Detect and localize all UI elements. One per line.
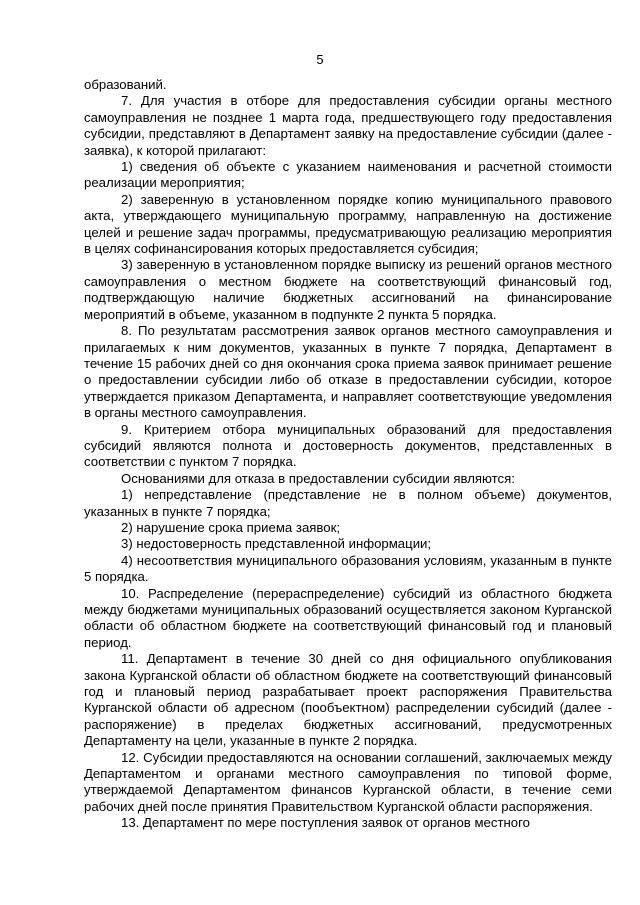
paragraph: 2) нарушение срока приема заявок; — [121, 519, 341, 535]
paragraph: 4) несоответствия муниципального образования условиям, указанным в пункте 5 порядка. — [84, 552, 612, 585]
paragraph: 10. Распределение (перераспределение) субсидий из областного бюджета между бюджетами муниципальных образований осуществляется законом Курганской области об областном бюджете на соответствующий финансовый год и плановый период. — [84, 585, 612, 650]
paragraph: 12. Субсидии предоставляются на основании соглашений, заключаемых между Департаментом и органами местного самоуправления по типовой форме, утверждаемой Департаментом финансов Курганской области, в течение семи рабочих дней после принятия Правительством Курганской области распоряжения. — [84, 749, 612, 814]
paragraph: 2) заверенную в установленном порядке копию муниципального правового акта, утверждающего муниципальную программу, направленную на достижение целей и решение задач программы, предусматривающую реализацию мероприятия в целях софинансирования которых предоставляется субсидия; — [84, 191, 612, 257]
paragraph: образований. — [84, 77, 167, 92]
document-body — [84, 77, 612, 832]
paragraph: 11. Департамент в течение 30 дней со дня официального опубликования закона Курганской области об областном бюджете на соответствующий финансовый год и плановый период разрабатывает проект распоряжения Правительства Курганской области об адресном (пообъектном) распределении субсидий (далее - распоряжение) в пределах бюджетных ассигнований, предусмотренных Департаменту на цели, указанные в пункте 2 порядка. — [84, 651, 612, 749]
paragraph: 9. Критерием отбора муниципальных образований для предоставления субсидий являются полнота и достоверность документов, представленных в соответствии с пунктом 7 порядка. — [84, 421, 612, 470]
paragraph: 13. Департамент по мере поступления заявок от органов местного — [121, 815, 530, 831]
paragraph: 1) непредставление (представление не в полном объеме) документов, указанных в пункте 7 порядка; — [84, 487, 612, 519]
paragraph: Основаниями для отказа в предоставлении субсидии являются: — [121, 470, 515, 486]
paragraph: 8. По результатам рассмотрения заявок органов местного самоуправления и прилагаемых к ним документов, указанных в пункте 7 порядка, Департамент в течение 15 рабочих дней со дня окончания срока приема заявок принимает решение о предоставлении субсидии либо об отказе в предоставлении субсидии, которое утверждается приказом Департамента, и направляет соответствующие уведомления в органы местного самоуправления. — [84, 323, 612, 421]
paragraph: 3) недостоверность представленной информации; — [121, 536, 432, 552]
paragraph: 1) сведения об объекте с указанием наименования и расчетной стоимости реализации мероприятия; — [84, 159, 612, 191]
paragraph: 7. Для участия в отборе для предоставления субсидии органы местного самоуправления не позднее 1 марта года, предшествующего году предоставления субсидии, представляют в Департамент заявку на предоставление субсидии (далее - заявка), к которой прилагают: — [84, 93, 612, 158]
page-number: 5 — [316, 52, 324, 67]
paragraph: 3) заверенную в установленном порядке выписку из решений органов местного самоуправления о местном бюджете на соответствующий финансовый год, подтверждающую наличие бюджетных ассигнований на финансирование мероприятий в объеме, указанном в подпункте 2 пункта 5 порядка. — [84, 257, 612, 322]
